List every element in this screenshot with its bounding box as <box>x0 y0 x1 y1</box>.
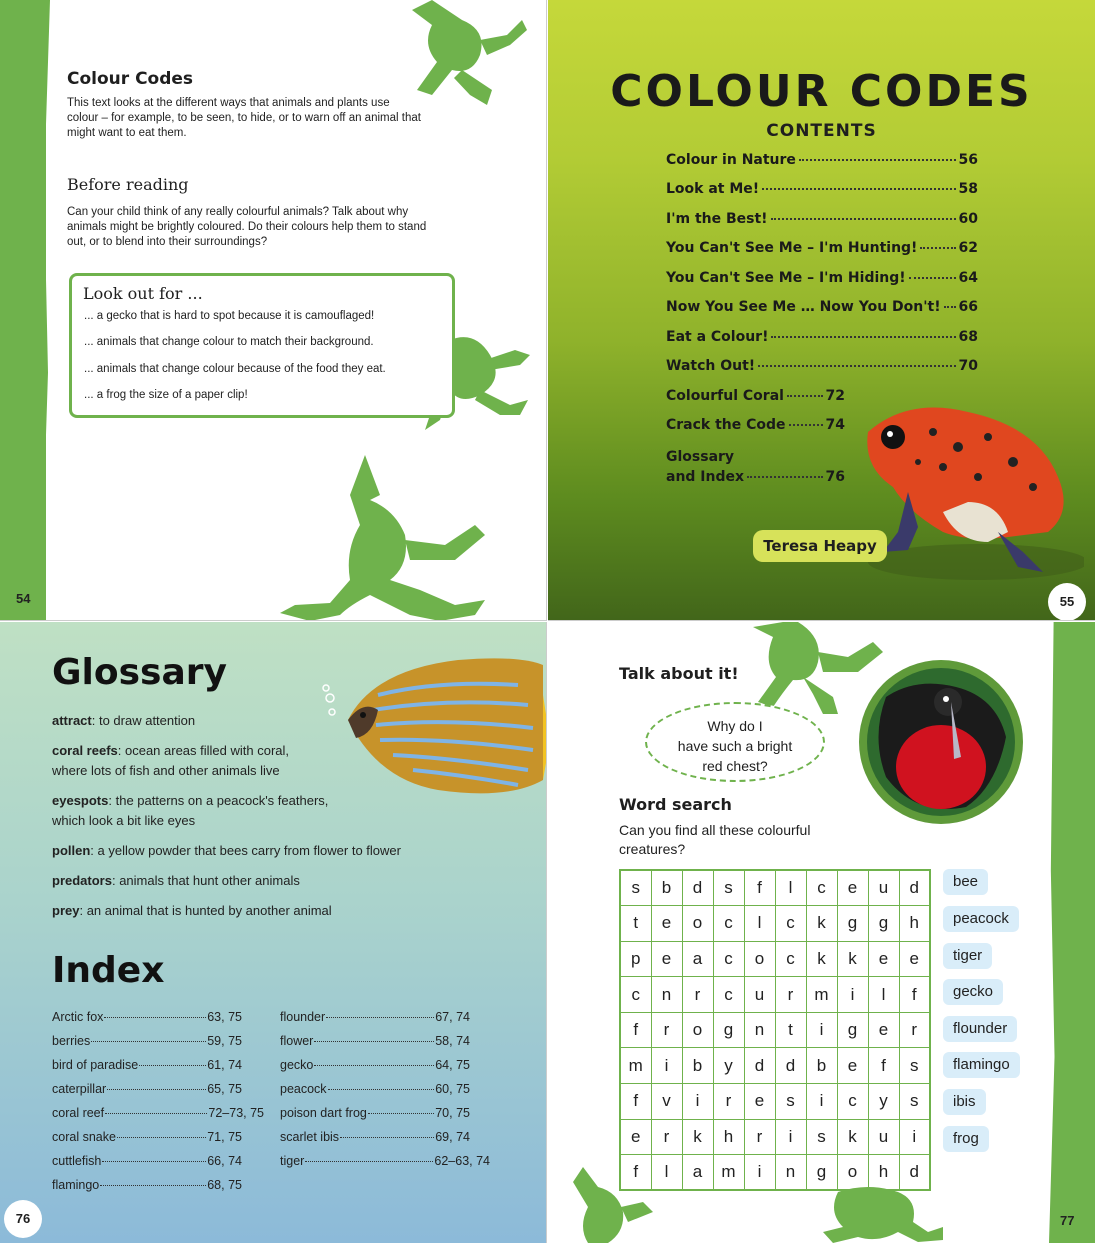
word-tag: ibis <box>943 1089 986 1115</box>
grid-cell[interactable]: c <box>713 906 744 942</box>
grid-cell[interactable]: i <box>837 977 868 1013</box>
grid-cell[interactable]: n <box>651 977 682 1013</box>
grid-cell[interactable]: s <box>899 1048 930 1084</box>
toc-title: Now You See Me … Now You Don't! <box>666 299 941 315</box>
toc-page: 64 <box>958 270 978 286</box>
bubble-line: red chest? <box>702 758 768 774</box>
grid-cell[interactable]: c <box>837 1084 868 1120</box>
before-reading-heading: Before reading <box>67 175 189 194</box>
toc-page: 60 <box>958 211 978 227</box>
grid-cell[interactable]: i <box>899 1119 930 1155</box>
grid-cell[interactable]: m <box>620 1048 651 1084</box>
index-entry: poison dart frog 70, 75 <box>280 1106 470 1120</box>
grid-cell[interactable]: g <box>837 1012 868 1048</box>
toc-entry[interactable] <box>666 211 978 227</box>
intro-line: creatures? <box>619 841 686 857</box>
grid-cell[interactable]: e <box>744 1084 775 1120</box>
grid-cell[interactable]: y <box>713 1048 744 1084</box>
toc-title: Look at Me! <box>666 181 760 197</box>
toc-entry[interactable] <box>666 417 845 433</box>
index-entry: caterpillar 65, 75 <box>52 1082 242 1096</box>
grid-cell[interactable]: i <box>651 1048 682 1084</box>
grid-cell[interactable]: t <box>775 1012 806 1048</box>
grid-cell[interactable]: e <box>837 1048 868 1084</box>
contents-heading: CONTENTS <box>766 121 877 141</box>
page-number: 54 <box>16 591 31 606</box>
word-tag: bee <box>943 869 988 895</box>
grid-cell[interactable]: p <box>620 941 651 977</box>
grid-cell[interactable]: r <box>899 1012 930 1048</box>
look-out-item: ... animals that change colour because of the food they eat. <box>84 363 386 375</box>
grid-cell[interactable]: k <box>806 906 837 942</box>
grid-cell[interactable]: h <box>713 1119 744 1155</box>
grid-cell[interactable]: k <box>682 1119 713 1155</box>
word-search-grid[interactable] <box>619 869 931 1191</box>
grid-cell[interactable]: h <box>868 1155 899 1191</box>
grid-cell[interactable]: k <box>837 1119 868 1155</box>
grid-cell[interactable]: m <box>806 977 837 1013</box>
grid-cell[interactable]: r <box>682 977 713 1013</box>
page-55-cover <box>548 0 1095 621</box>
index-entry: coral snake 71, 75 <box>52 1130 242 1144</box>
toc-title: Eat a Colour! <box>666 329 769 345</box>
toc-entry[interactable] <box>666 181 978 197</box>
grid-cell[interactable]: f <box>868 1048 899 1084</box>
grid-cell[interactable]: e <box>868 941 899 977</box>
speech-bubble <box>645 702 825 782</box>
toc-page: 76 <box>825 469 845 485</box>
look-out-item: ... a frog the size of a paper clip! <box>84 389 248 401</box>
word-tag: gecko <box>943 979 1003 1005</box>
toc-page: 66 <box>958 299 978 315</box>
green-edge-wave <box>0 0 50 621</box>
grid-cell[interactable]: i <box>682 1084 713 1120</box>
index-entry: bird of paradise 61, 74 <box>52 1058 242 1072</box>
frigatebird-image <box>856 657 1026 827</box>
page-number: 55 <box>1048 583 1086 621</box>
grid-cell[interactable]: c <box>775 906 806 942</box>
word-tag: flamingo <box>943 1052 1020 1078</box>
toc-entry[interactable] <box>666 152 978 168</box>
grid-cell[interactable]: g <box>806 1155 837 1191</box>
toc-title: Watch Out! <box>666 358 756 374</box>
index-entry: peacock 60, 75 <box>280 1082 470 1096</box>
grid-cell[interactable]: l <box>775 870 806 906</box>
toc-entry[interactable] <box>666 469 845 485</box>
grid-cell[interactable]: i <box>806 1012 837 1048</box>
index-entry: coral reef 72–73, 75 <box>52 1106 264 1120</box>
grid-cell[interactable]: o <box>682 1012 713 1048</box>
grid-cell[interactable]: r <box>744 1119 775 1155</box>
index-entry: scarlet ibis 69, 74 <box>280 1130 470 1144</box>
toc-title: Crack the Code <box>666 417 786 433</box>
glossary-entry: attract: to draw attention <box>52 713 196 728</box>
grid-cell[interactable]: f <box>744 870 775 906</box>
index-entry: cuttlefish 66, 74 <box>52 1154 242 1168</box>
look-out-box <box>69 273 455 418</box>
grid-row <box>620 870 930 906</box>
toc-entry[interactable] <box>666 240 978 256</box>
toc-title: You Can't See Me – I'm Hunting! <box>666 240 918 256</box>
index-entry: tiger 62–63, 74 <box>280 1154 490 1168</box>
grid-cell[interactable]: g <box>713 1012 744 1048</box>
word-tag: frog <box>943 1126 989 1152</box>
toc-title: Colour in Nature <box>666 152 796 168</box>
grid-row <box>620 977 930 1013</box>
grid-row <box>620 1048 930 1084</box>
author-tag: Teresa Heapy <box>753 530 887 562</box>
grid-cell[interactable]: v <box>651 1084 682 1120</box>
page-heading: Colour Codes <box>67 69 194 89</box>
grid-cell[interactable]: c <box>713 977 744 1013</box>
grid-cell[interactable]: o <box>837 1155 868 1191</box>
toc-page: 58 <box>958 181 978 197</box>
grid-cell[interactable]: n <box>775 1155 806 1191</box>
grid-row <box>620 1084 930 1120</box>
toc-entry[interactable] <box>666 358 978 374</box>
grid-cell[interactable]: b <box>682 1048 713 1084</box>
grid-cell[interactable]: f <box>620 1012 651 1048</box>
grid-cell[interactable]: s <box>775 1084 806 1120</box>
intro-text: This text looks at the different ways that animals and plants use colour – for example, to be seen, to hide, or to warn off an animal that might want to eat them. <box>67 97 421 139</box>
grid-cell[interactable]: e <box>868 1012 899 1048</box>
grid-cell[interactable]: t <box>620 906 651 942</box>
grid-cell[interactable]: s <box>899 1084 930 1120</box>
grid-cell[interactable]: e <box>899 941 930 977</box>
grid-cell[interactable]: f <box>899 977 930 1013</box>
grid-cell[interactable]: i <box>775 1119 806 1155</box>
grid-cell[interactable]: a <box>682 1155 713 1191</box>
word-tag: flounder <box>943 1016 1017 1042</box>
book-title: COLOUR CODES <box>610 66 1033 117</box>
grid-cell[interactable]: i <box>744 1155 775 1191</box>
bubble-line: have such a bright <box>677 738 793 754</box>
look-out-item: ... animals that change colour to match their background. <box>84 336 374 348</box>
page-76-glossary-index <box>0 622 547 1243</box>
grid-cell[interactable]: l <box>868 977 899 1013</box>
grid-cell[interactable]: d <box>899 1155 930 1191</box>
page-77-activities <box>548 622 1095 1243</box>
word-search-intro <box>619 821 810 859</box>
grid-cell[interactable]: s <box>713 870 744 906</box>
grid-cell[interactable]: r <box>651 1119 682 1155</box>
grid-cell[interactable]: g <box>868 906 899 942</box>
glossary-entry: eyespots: the patterns on a peacock's feathers, which look a bit like eyes <box>52 793 329 828</box>
look-out-title: Look out for ... <box>83 284 203 303</box>
toc-title: You Can't See Me – I'm Hiding! <box>666 270 906 286</box>
toc-title: I'm the Best! <box>666 211 768 227</box>
toc-title: and Index <box>666 469 745 485</box>
index-entry: berries 59, 75 <box>52 1034 242 1048</box>
glossary-entry: coral reefs: ocean areas filled with coral, where lots of fish and other animals live <box>52 743 290 778</box>
toc-entry[interactable] <box>666 270 978 286</box>
grid-cell[interactable]: o <box>744 941 775 977</box>
grid-cell[interactable]: b <box>651 870 682 906</box>
intro-line: Can you find all these colourful <box>619 822 811 838</box>
page-number: 77 <box>1060 1213 1075 1228</box>
word-tag: peacock <box>943 906 1019 932</box>
grid-cell[interactable]: d <box>775 1048 806 1084</box>
index-entry: gecko 64, 75 <box>280 1058 470 1072</box>
grid-cell[interactable]: e <box>837 870 868 906</box>
grid-cell[interactable]: e <box>651 906 682 942</box>
toc-page: 62 <box>958 240 978 256</box>
grid-cell[interactable]: c <box>806 870 837 906</box>
grid-cell[interactable]: l <box>651 1155 682 1191</box>
look-out-item: ... a gecko that is hard to spot because it is camouflaged! <box>84 310 375 322</box>
grid-cell[interactable]: o <box>682 906 713 942</box>
grid-cell[interactable]: u <box>744 977 775 1013</box>
grid-row <box>620 1155 930 1191</box>
toc-entry[interactable] <box>666 388 845 404</box>
toc-title: Glossary <box>666 449 735 465</box>
glossary-entry: pollen: a yellow powder that bees carry from flower to flower <box>52 843 401 858</box>
before-reading-text: Can your child think of any really colourful animals? Talk about why animals might be brightly coloured. Do their colours help them to stand out, or to blend into their surroundings? <box>67 206 427 248</box>
grid-cell[interactable]: r <box>651 1012 682 1048</box>
page-number: 76 <box>4 1200 42 1238</box>
grid-row <box>620 1012 930 1048</box>
toc-page: 56 <box>958 152 978 168</box>
grid-cell[interactable]: m <box>713 1155 744 1191</box>
grid-row <box>620 941 930 977</box>
toc-page: 68 <box>958 329 978 345</box>
toc-page: 74 <box>825 417 845 433</box>
grid-cell[interactable]: i <box>806 1084 837 1120</box>
toc-entry[interactable] <box>666 449 734 465</box>
grid-cell[interactable]: f <box>620 1155 651 1191</box>
grid-cell[interactable]: u <box>868 1119 899 1155</box>
page-54 <box>0 0 547 621</box>
grid-cell[interactable]: d <box>682 870 713 906</box>
glossary-entry: predators: animals that hunt other animals <box>52 873 300 888</box>
grid-row <box>620 1119 930 1155</box>
toc-title: Colourful Coral <box>666 388 784 404</box>
toc-page: 72 <box>825 388 845 404</box>
grid-cell[interactable]: a <box>682 941 713 977</box>
grid-cell[interactable]: n <box>744 1012 775 1048</box>
green-edge-strip <box>1049 622 1095 1243</box>
bubble-line: Why do I <box>707 718 763 734</box>
grid-cell[interactable]: k <box>806 941 837 977</box>
grid-cell[interactable]: f <box>620 1084 651 1120</box>
toc-entry[interactable] <box>666 299 978 315</box>
grid-cell[interactable]: s <box>620 870 651 906</box>
grid-cell[interactable]: c <box>713 941 744 977</box>
grid-cell[interactable]: r <box>775 977 806 1013</box>
glossary-heading: Glossary <box>52 652 227 693</box>
grid-cell[interactable]: b <box>806 1048 837 1084</box>
grid-cell[interactable]: g <box>837 906 868 942</box>
index-heading: Index <box>52 950 165 991</box>
index-entry: Arctic fox 63, 75 <box>52 1010 242 1024</box>
word-tag: tiger <box>943 943 992 969</box>
talk-about-it-heading: Talk about it! <box>619 664 739 683</box>
toc-page: 70 <box>958 358 978 374</box>
word-search-heading: Word search <box>619 795 732 814</box>
grid-cell[interactable]: u <box>868 870 899 906</box>
index-entry: flamingo 68, 75 <box>52 1178 242 1192</box>
grid-cell[interactable]: y <box>868 1084 899 1120</box>
grid-cell[interactable]: l <box>744 906 775 942</box>
grid-cell[interactable]: d <box>744 1048 775 1084</box>
frog-silhouette-bottom-icon <box>270 455 495 621</box>
grid-cell[interactable]: r <box>713 1084 744 1120</box>
glossary-entry: prey: an animal that is hunted by another animal <box>52 903 332 918</box>
grid-cell[interactable]: h <box>899 906 930 942</box>
grid-cell[interactable]: e <box>620 1119 651 1155</box>
toc-entry[interactable] <box>666 329 978 345</box>
grid-cell[interactable]: s <box>806 1119 837 1155</box>
grid-cell[interactable]: d <box>899 870 930 906</box>
index-entry: flounder 67, 74 <box>280 1010 470 1024</box>
grid-cell[interactable]: c <box>775 941 806 977</box>
grid-cell[interactable]: c <box>620 977 651 1013</box>
grid-cell[interactable]: e <box>651 941 682 977</box>
grid-cell[interactable]: k <box>837 941 868 977</box>
grid-row <box>620 906 930 942</box>
index-entry: flower 58, 74 <box>280 1034 470 1048</box>
